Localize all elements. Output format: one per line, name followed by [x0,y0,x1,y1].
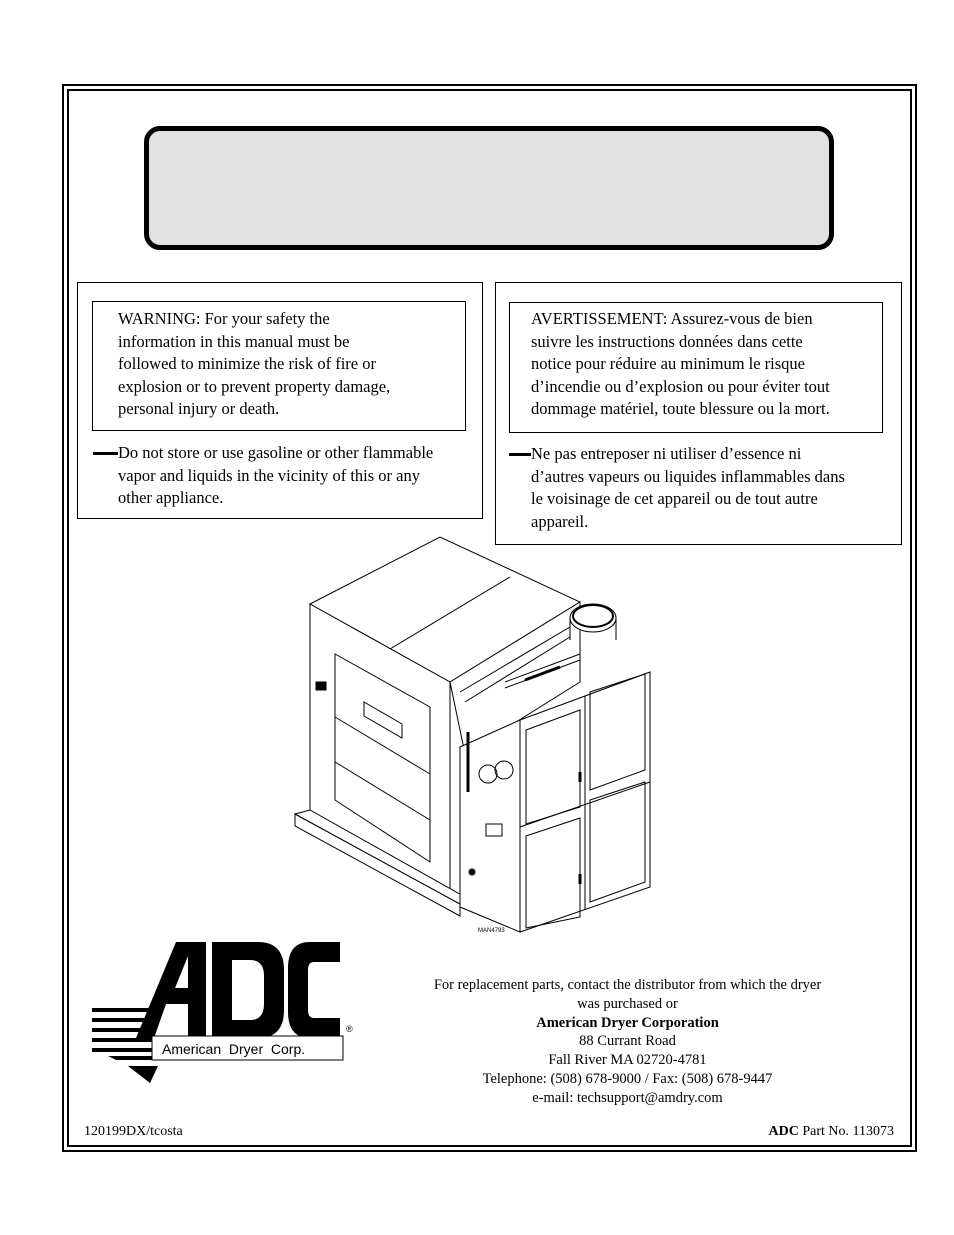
warning-line: suivre les instructions données dans cette [531,331,803,351]
adc-logo [88,938,363,1088]
part-number [769,1124,895,1140]
registered-mark: ® [346,1024,353,1034]
warning-line: personal injury or death. [118,399,280,418]
warning-english-item [118,442,433,510]
warning-line: vapor and liquids in the vicinity of this or any [118,465,420,485]
warning-line: d’incendie ou d’explosion ou pour éviter tout [531,376,830,396]
logo-company-name: American Dryer Corp. [162,1041,306,1057]
warning-line: le voisinage de cet appareil ou de tout autre [531,489,818,508]
warning-line: Ne pas entreposer ni utiliser d’essence ni [531,444,802,463]
bullet-dash [509,453,531,456]
contact-line: For replacement parts, contact the distributor from which the dryer [433,977,822,993]
dryer-illustration [290,532,660,940]
contact-line: was purchased or [577,995,678,1012]
contact-company: American Dryer Corporation [536,1014,719,1031]
warning-line: explosion or to prevent property damage, [118,376,391,396]
warning-english-heading [118,308,390,421]
document-code: 120199DX/tcosta [84,1124,183,1139]
contact-info [400,976,855,1108]
contact-phone: Telephone: (508) 678-9000 / Fax: (508) 678-9447 [482,1070,773,1087]
warning-line: appareil. [531,511,589,531]
illustration-label: MAN4793 [478,928,505,934]
warning-line: Do not store or use gasoline or other flammable [118,443,434,462]
warning-french-heading [531,308,830,421]
bullet-dash [93,452,118,455]
title-box [144,126,834,250]
warning-line: dommage matériel, toute blessure ou la mort. [531,399,830,418]
warning-french-item [531,443,845,533]
contact-city: Fall River MA 02720-4781 [548,1052,707,1069]
warning-line: notice pour réduire au minimum le risque [531,354,806,373]
part-number-text: Part No. 113073 [802,1124,894,1139]
warning-line: other appliance. [118,488,224,507]
warning-line: WARNING: For your safety the [118,309,330,328]
contact-street: 88 Currant Road [579,1033,676,1050]
warning-line: d’autres vapeurs ou liquides inflammables dans [531,466,845,486]
warning-line: AVERTISSEMENT: Assurez-vous de bien [531,309,813,328]
contact-email: e-mail: techsupport@amdry.com [532,1089,723,1106]
part-brand: ADC [768,1124,799,1139]
warning-line: followed to minimize the risk of fire or [118,354,376,373]
warning-line: information in this manual must be [118,331,350,351]
